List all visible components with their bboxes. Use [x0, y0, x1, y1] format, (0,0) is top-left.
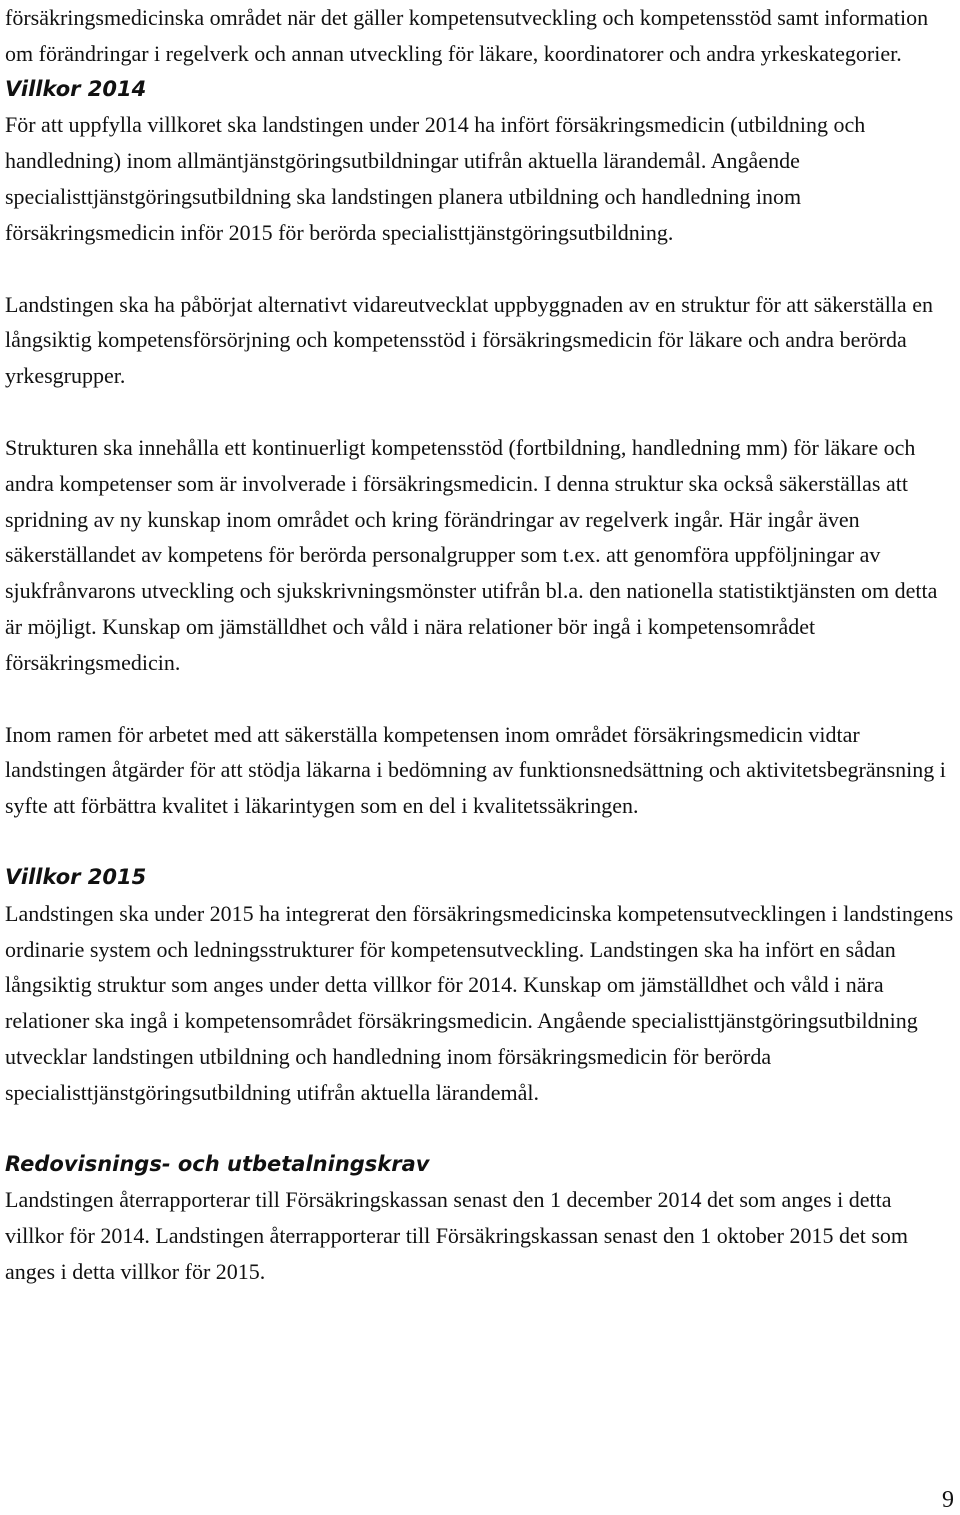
document-page	[5, 0, 957, 1290]
intro-paragraph: försäkringsmedicinska området när det gäller kompetensutveckling och kompetensstöd samt information om förändringar i regelverk och annan utveckling för läkare, koordinatorer och andra yrkeskategorier.	[5, 5, 929, 66]
paragraph-2015: Landstingen ska under 2015 ha integrerat den försäkringsmedicinska kompetensutvecklingen i landstingens ordinarie system och ledningsstrukturer för kompetensutveckling. Landstingen ska ha infört en sådan långsiktig struktur som anges under detta villkor för 2014. Kunskap om jämställdhet och våld i nära relationer ska ingå i kompetensområdet försäkringsmedicin. Angående specialisttjänstgöringsutbildning utvecklar landstingen utbildning och handledning inom försäkringsmedicin för berörda specialisttjänstgöringsutbildning utifrån aktuella lärandemål.	[5, 900, 954, 1105]
paragraph-reporting: Landstingen återrapporterar till Försäkringskassan senast den 1 december 2014 det som anges i detta villkor för 2014. Landstingen återrapporterar till Försäkringskassan senast den 1 oktober 2015 det som anges i detta villkor för 2015.	[5, 1187, 909, 1284]
paragraph-gap	[5, 251, 957, 287]
page-number: 9	[942, 1487, 954, 1513]
paragraph-gap	[5, 394, 957, 430]
paragraph-2014-1: För att uppfylla villkoret ska landstingen under 2014 ha infört försäkringsmedicin (utbildning och handledning) inom allmäntjänstgöringsutbildningar utifrån aktuella lärandemål. Angående specialisttjänstgöringsutbildning ska landstingen planera utbildning och handledning inom försäkringsmedicin inför 2015 för berörda specialisttjänstgöringsutbildning.	[5, 112, 866, 245]
paragraph-2014-4: Inom ramen för arbetet med att säkerställa kompetensen inom området försäkringsmedicin vidtar landstingen åtgärder för att stödja läkarna i bedömning av funktionsnedsättning och aktivitetsbegränsning i syfte att förbättra kvalitet i läkarintygen som en del i kvalitetssäkringen.	[5, 721, 946, 819]
paragraph-2014-2: Landstingen ska ha påbörjat alternativt vidareutvecklat uppbyggnaden av en struktur för att säkerställa en långsiktig kompetensförsörjning och kompetensstöd i försäkringsmedicin för läkare och andra berörda yrkesgrupper.	[5, 291, 933, 389]
section-villkor-2015	[5, 860, 957, 1111]
paragraph-2014-3: Strukturen ska innehålla ett kontinuerligt kompetensstöd (fortbildning, handledning mm) för läkare och andra kompetenser som är involverade i försäkringsmedicin. I denna struktur ska också säkerställas att spridning av ny kunskap inom området och kring förändringar av regelverk ingår. Här ingår även säkerställandet av kompetens för berörda personalgrupper som t.ex. att genomföra uppföljningar av sjukfrånvarons utveckling och sjukskrivningsmönster utifrån bl.a. den nationella statistiktjänsten om detta är möjligt. Kunskap om jämställdhet och våld i nära relationer bör ingå i kompetensområdet försäkringsmedicin.	[5, 434, 938, 675]
section-villkor-2014	[5, 72, 957, 824]
section-reporting-requirements	[5, 1147, 957, 1290]
section-gap	[5, 1111, 957, 1147]
section-gap	[5, 824, 957, 860]
section-heading-reporting: Redovisnings- och utbetalningskrav	[5, 1151, 430, 1176]
section-heading-2015: Villkor 2015	[5, 864, 147, 889]
paragraph-gap	[5, 681, 957, 717]
section-heading-2014: Villkor 2014	[5, 76, 147, 101]
